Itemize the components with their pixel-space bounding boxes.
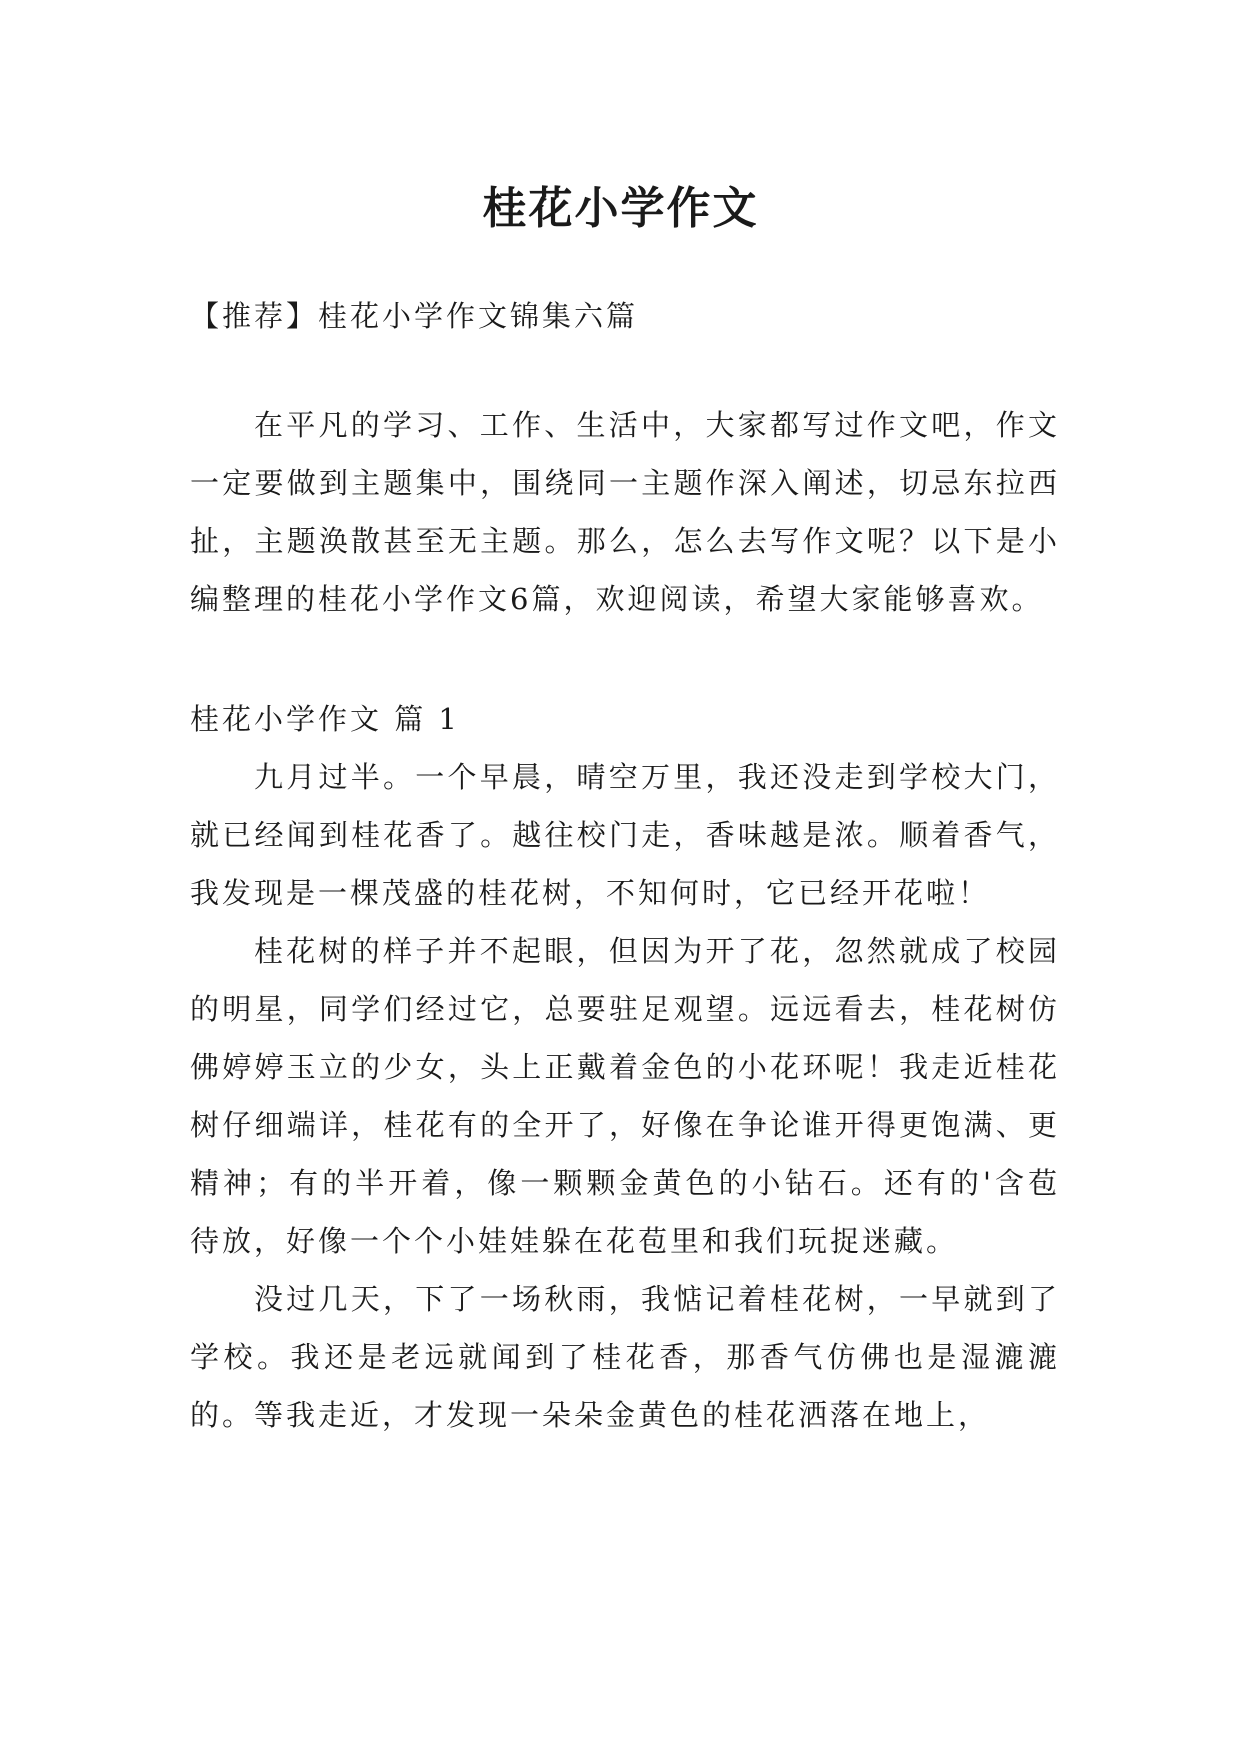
body-paragraph-1: 九月过半。一个早晨，晴空万里，我还没走到学校大门，就已经闻到桂花香了。越往校门走，香味越是浓。顺着香气，我发现是一棵茂盛的桂花树，不知何时，它已经开花啦！ [190, 760, 1060, 910]
intro-paragraph: 在平凡的学习、工作、生活中，大家都写过作文吧，作文一定要做到主题集中，围绕同一主题作深入阐述，切忌东拉西扯，主题涣散甚至无主题。那么，怎么去写作文呢？以下是小编整理的桂花小学作文6篇，欢迎阅读，希望大家能够喜欢。 [190, 408, 1060, 616]
body-paragraph-2: 桂花树的样子并不起眼，但因为开了花，忽然就成了校园的明星，同学们经过它，总要驻足观望。远远看去，桂花树仿佛婷婷玉立的少女，头上正戴着金色的小花环呢！我走近桂花树仔细端详，桂花有的全开了，好像在争论谁开得更饱满、更精神；有的半开着，像一颗颗金黄色的小钻石。还有的'含苞待放，好像一个个小娃娃躲在花苞里和我们玩捉迷藏。 [190, 934, 1060, 1258]
document-title: 桂花小学作文 [482, 183, 759, 235]
document-body [190, 296, 1060, 1444]
section-heading: 桂花小学作文 篇 1 [190, 702, 460, 736]
recommend-line: 【推荐】桂花小学作文锦集六篇 [190, 299, 639, 333]
body-paragraph-3: 没过几天，下了一场秋雨，我惦记着桂花树，一早就到了学校。我还是老远就闻到了桂花香，那香气仿佛也是湿漉漉的。等我走近，才发现一朵朵金黄色的桂花洒落在地上， [190, 1282, 1060, 1432]
